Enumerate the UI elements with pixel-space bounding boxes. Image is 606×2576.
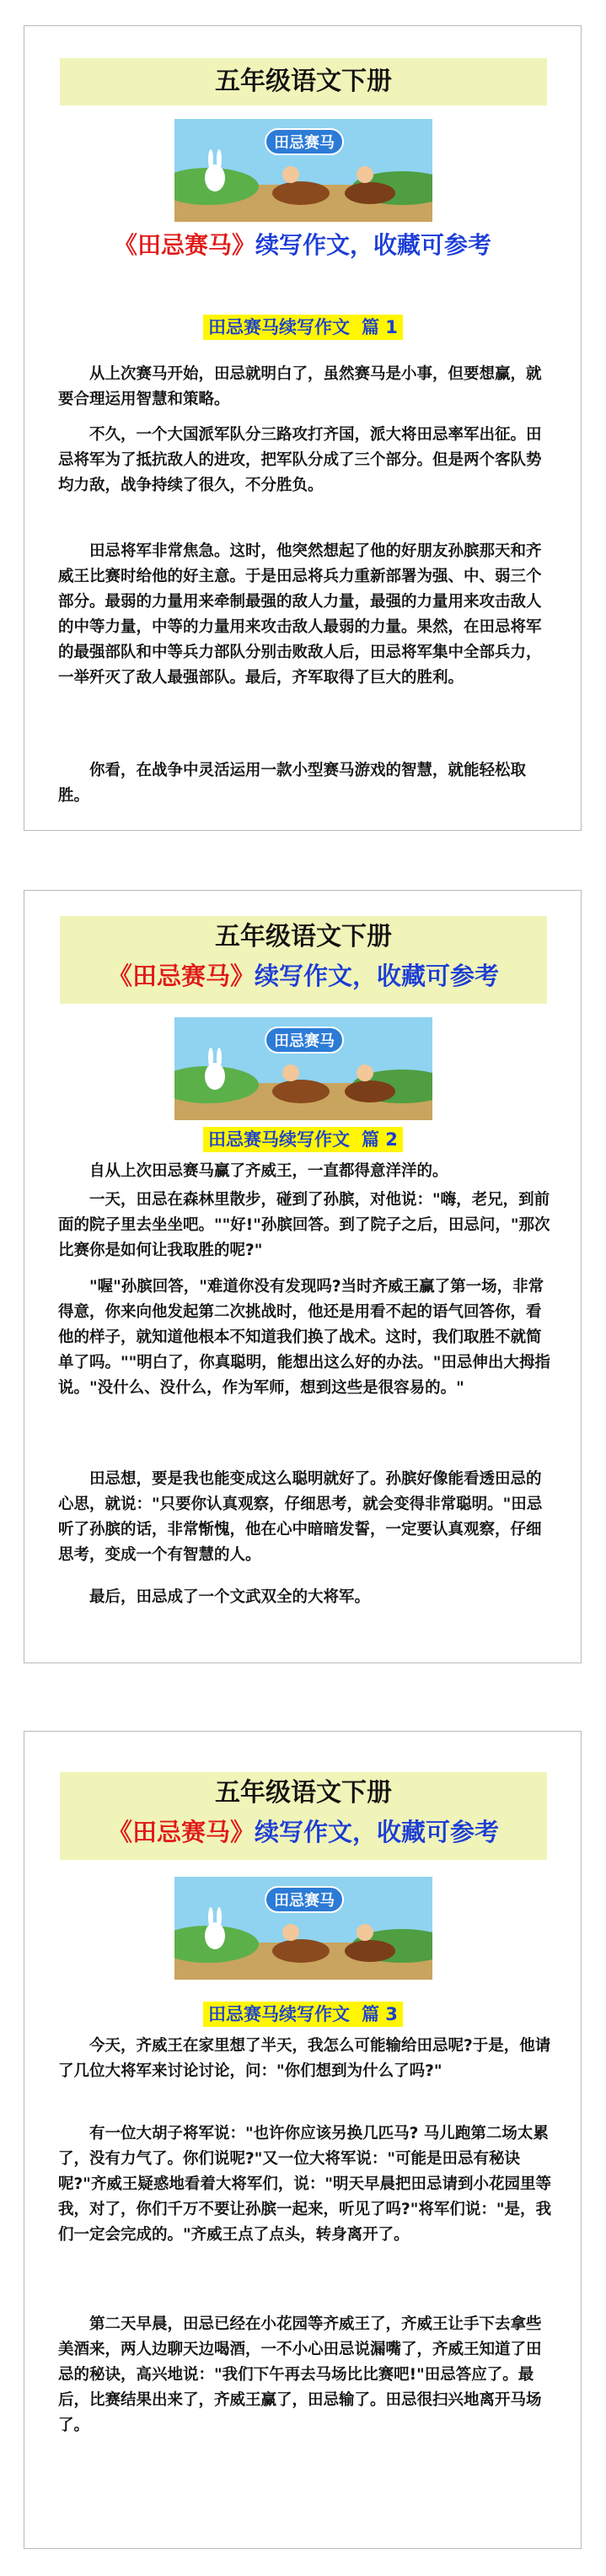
banner-title: 田忌赛马 [274, 134, 335, 152]
paragraph: 今天，齐威王在家里想了半天，我怎么可能输给田忌呢?于是，他请了几位大将军来讨论讨论，问："你们想到为什么了吗?" [58, 2037, 551, 2080]
subtitle [24, 229, 581, 262]
banner-title: 田忌赛马 [274, 1892, 335, 1910]
subtitle [60, 958, 547, 994]
banner-image [174, 1877, 432, 1980]
banner-image [174, 1017, 432, 1120]
paragraph: "喔"孙膑回答，"难道你没有发现吗?当时齐威王赢了第一场，非常得意，你来向他发起第二次挑战时，他还是用看不起的语气回答你，看他的样子，就知道他根本不知道我们换了战术。这时，我们取胜不就简单了吗。""明白了，你真聪明，能想出这么好的办法。"田忌伸出大拇指说。"没什么、没什么，作为军师，想到这些是很容易的。" [58, 1278, 550, 1397]
subtitle-red: 《田忌赛马》 [113, 231, 255, 259]
banner-title: 田忌赛马 [274, 1032, 335, 1050]
paragraph: 第二天早晨，田忌已经在小花园等齐威王了，齐威王让手下去拿些美酒来，两人边聊天边喝酒，一不小心田忌说漏嘴了，齐威王知道了田忌的秘诀，高兴地说："我们下午再去马场比比赛吧!"田忌答应了。最后，比赛结果出来了，齐威王赢了，田忌输了。田忌很扫兴地离开马场了。 [58, 2315, 542, 2434]
banner-illustration [174, 1017, 432, 1120]
paragraph: 田忌想，要是我也能变成这么聪明就好了。孙膑好像能看透田忌的心思，就说："只要你认真观察，仔细思考，就会变得非常聪明。"田忌听了孙膑的话，非常惭愧，他在心中暗暗发誓，一定要认真观察，仔细思考，变成一个有智慧的人。 [58, 1470, 543, 1564]
section-badge [203, 315, 403, 340]
article-card-1 [24, 25, 582, 831]
section-badge [203, 2002, 403, 2027]
title-band [60, 58, 547, 105]
subtitle-blue: 续写作文，收藏可参考 [255, 1818, 500, 1846]
paragraph: 不久，一个大国派军队分三路攻打齐国，派大将田忌率军出征。田忌将军为了抵抗敌人的进攻，把军队分成了三个部分。但是两个客队势均力敌，战争持续了很久，不分胜负。 [58, 426, 542, 494]
section-number: 篇 1 [362, 317, 398, 337]
banner-image [174, 119, 432, 222]
article-card-3 [24, 1731, 582, 2549]
paragraph: 田忌将军非常焦急。这时，他突然想起了他的好朋友孙膑那天和齐威王比赛时给他的好主意。于是田忌将兵力重新部署为强、中、弱三个部分。最弱的力量用来牵制最强的敌人力量，最强的力量用来攻击敌人的中等力量，中等的力量用来攻击敌人最弱的力量。果然，在田忌将军的最强部队和中等兵力部队分别击败敌人后，田忌将军集中全部兵力，一举歼灭了敌人最强部队。最后，齐军取得了巨大的胜利。 [58, 542, 542, 687]
article-card-2 [24, 890, 582, 1663]
paragraph: 最后，田忌成了一个文武双全的大将军。 [89, 1588, 371, 1606]
subtitle-red: 《田忌赛马》 [107, 1818, 255, 1846]
subtitle-blue: 续写作文，收藏可参考 [255, 962, 500, 990]
section-label: 田忌赛马续写作文 [208, 317, 350, 337]
page-title: 五年级语文下册 [215, 67, 392, 96]
section-label: 田忌赛马续写作文 [208, 1129, 350, 1150]
title-band [60, 1772, 547, 1860]
section-number: 篇 3 [362, 2004, 398, 2024]
page-title: 五年级语文下册 [215, 922, 392, 951]
section-number: 篇 2 [362, 1129, 398, 1150]
page-title: 五年级语文下册 [215, 1778, 392, 1808]
banner-illustration [174, 119, 432, 222]
subtitle-red: 《田忌赛马》 [107, 962, 255, 990]
banner-illustration [174, 1877, 432, 1980]
section-label: 田忌赛马续写作文 [208, 2004, 350, 2024]
paragraph: 有一位大胡子将军说："也许你应该另换几匹马? 马儿跑第二场太累了，没有力气了。你们说呢?"又一位大将军说："可能是田忌有秘诀呢?"齐威王疑惑地看着大将军们，说："明天早晨把田忌请到小花园里等我，对了，你们千万不要让孙膑一起来，听见了吗?"将军们说："是，我们一定会完成的。"齐威王点了点头，转身离开了。 [58, 2125, 552, 2244]
paragraph: 从上次赛马开始，田忌就明白了，虽然赛马是小事，但要想赢，就要合理运用智慧和策略。 [58, 365, 542, 408]
paragraph: 你看，在战争中灵活运用一款小型赛马游戏的智慧，就能轻松取胜。 [58, 762, 527, 805]
subtitle-blue: 续写作文，收藏可参考 [255, 231, 492, 259]
paragraph: 一天，田忌在森林里散步，碰到了孙膑，对他说："嗨，老兄，到前面的院子里去坐坐吧。""好!"孙膑回答。到了院子之后，田忌问，"那次比赛你是如何让我取胜的呢?" [58, 1191, 550, 1259]
section-badge [203, 1127, 403, 1152]
paragraph: 自从上次田忌赛马赢了齐威王，一直都得意洋洋的。 [89, 1162, 448, 1180]
title-band [60, 916, 547, 1004]
subtitle [60, 1814, 547, 1850]
